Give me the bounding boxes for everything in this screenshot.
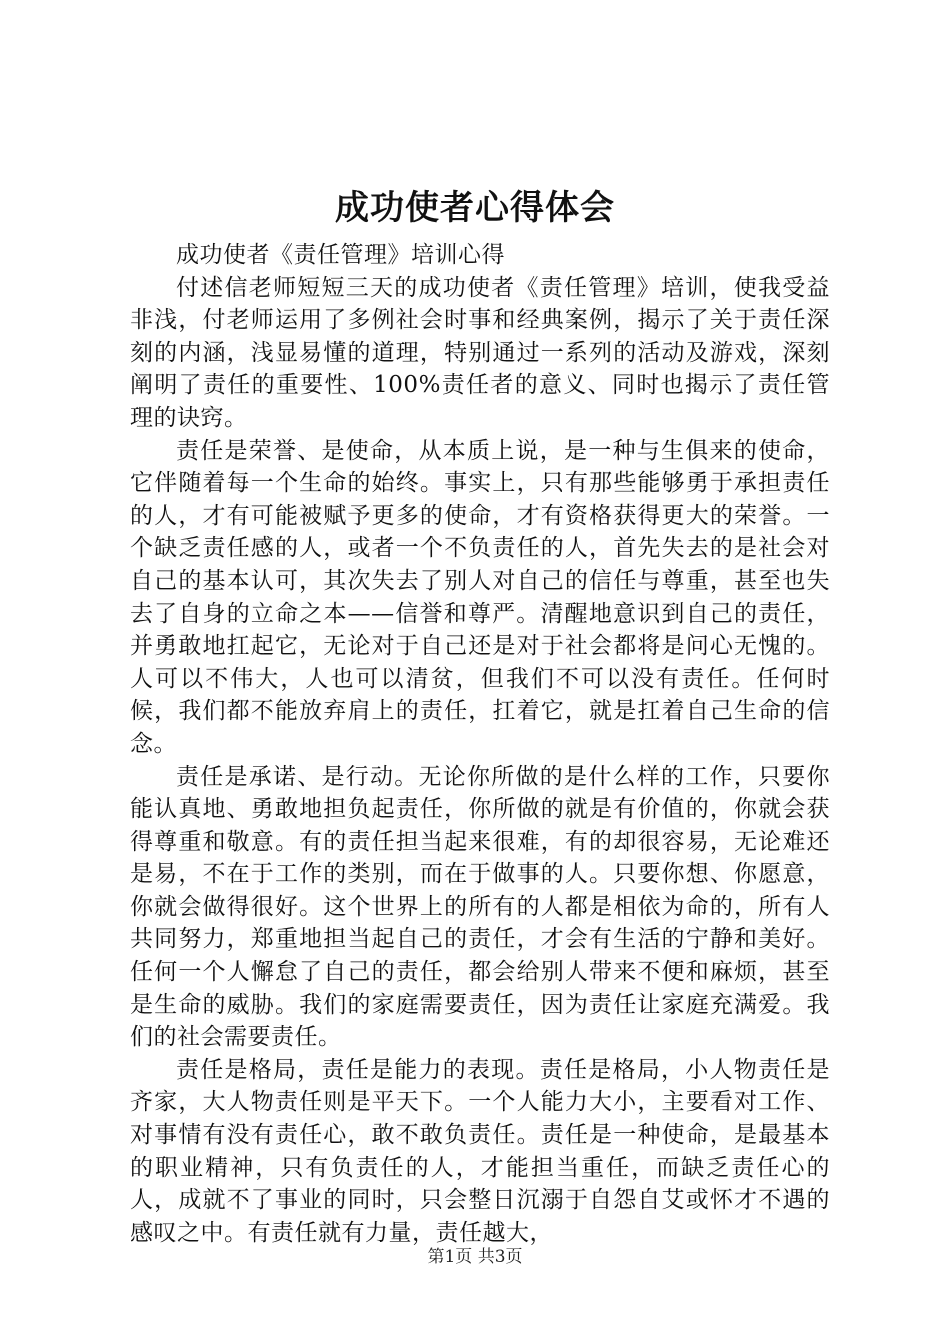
document-title: 成功使者心得体会	[335, 188, 615, 228]
paragraph-4: 责任是格局，责任是能力的表现。责任是格局，小人物责任是齐家，大人物责任则是平天下。一个人能力大小，主要看对工作、对事情有没有责任心，敢不敢负责任。责任是一种使命，是最基本的职业精神，只有负责任的人，才能担当重任，而缺乏责任心的人，成就不了事业的同时，只会整日沉溺于自怨自艾或怀才不遇的感叹之中。有责任就有力量，责任越大，	[130, 1056, 830, 1246]
paragraph-3: 责任是承诺、是行动。无论你所做的是什么样的工作，只要你能认真地、勇敢地担负起责任，你所做的就是有价值的，你就会获得尊重和敬意。有的责任担当起来很难，有的却很容易，无论难还是易，不在于工作的类别，而在于做事的人。只要你想、你愿意，你就会做得很好。这个世界上的所有的人都是相依为命的，所有人共同努力，郑重地担当起自己的责任，才会有生活的宁静和美好。任何一个人懈怠了自己的责任，都会给别人带来不便和麻烦，甚至是生命的威胁。我们的家庭需要责任，因为责任让家庭充满爱。我们的社会需要责任。	[130, 763, 830, 1051]
paragraph-subtitle: 成功使者《责任管理》培训心得	[176, 242, 505, 268]
page-footer: 第1页 共3页	[427, 1247, 523, 1267]
paragraph-2: 责任是荣誉、是使命，从本质上说，是一种与生俱来的使命，它伴随着每一个生命的始终。事实上，只有那些能够勇于承担责任的人，才有可能被赋予更多的使命，才有资格获得更大的荣誉。一个缺乏责任感的人，或者一个不负责任的人，首先失去的是社会对自己的基本认可，其次失去了别人对自己的信任与尊重，甚至也失去了自身的立命之本——信誉和尊严。清醒地意识到自己的责任，并勇敢地扛起它，无论对于自己还是对于社会都将是问心无愧的。人可以不伟大，人也可以清贫，但我们不可以没有责任。任何时候，我们都不能放弃肩上的责任，扛着它，就是扛着自己生命的信念。	[130, 437, 830, 757]
paragraph-1: 付述信老师短短三天的成功使者《责任管理》培训，使我受益非浅，付老师运用了多例社会时事和经典案例，揭示了关于责任深刻的内涵，浅显易懂的道理，特别通过一系列的活动及游戏，深刻阐明了责任的重要性、100%责任者的意义、同时也揭示了责任管理的诀窍。	[130, 274, 830, 431]
document-body	[130, 239, 830, 1249]
